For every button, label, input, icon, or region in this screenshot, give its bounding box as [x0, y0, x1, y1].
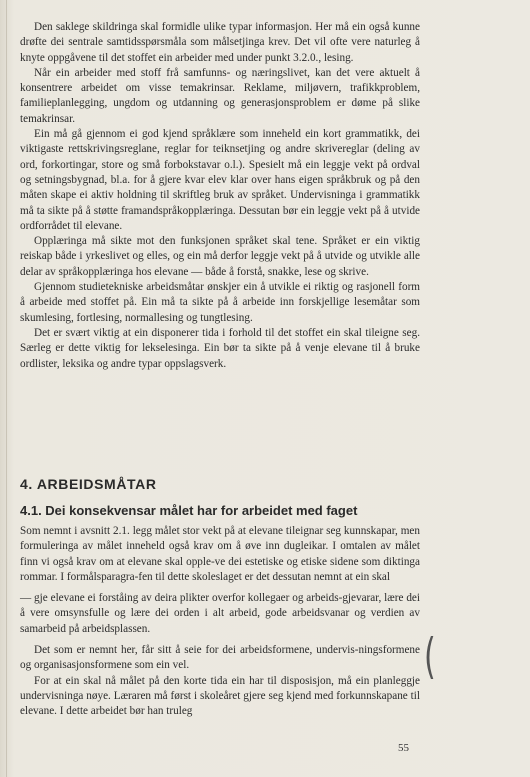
- section-heading: 4. ARBEIDSMÅTAR: [20, 476, 157, 492]
- paragraph: Når ein arbeider med stoff frå samfunns- og næringslivet, kan det vere aktuelt å konsentrere arbeidet om visse temakrinsar. Reklame, miljøvern, trafikkproblem, familieplanlegging, ungdom og utdanning og generasjonsproblem er døme på slike temakrinsar.: [20, 66, 420, 125]
- binding-gutter: [6, 0, 7, 777]
- body-text-top: [20, 20, 420, 372]
- body-text-bottom: [20, 524, 420, 720]
- paragraph: Ein må gå gjennom ei god kjend språklære som inneheld ein kort grammatikk, dei viktigaste rettskrivingsreglane, reglar for teiknsetjing og andre skrivereglar (deling av ord, forkortingar, store og små forbokstavar o.l.). Spesielt må ein leggje vekt på ordval og setningsbygnad, bl.a. for å gjere kvar elev klar over hans eigen språkbruk og på den måten skape ei aktiv holdning til skriftleg bruk av språket. Undervisninga i grammatikk må ta sikte på å støtte framandspråkopplæringa. Dessutan bør ein leggje vekt på å utvide ordforrådet til elevane.: [20, 128, 420, 232]
- paragraph: For at ein skal nå målet på den korte tida ein har til disposisjon, må ein planleggje undervisninga nøye. Læraren må først i skoleåret gjere seg kjend med forkunnskapane til elevane. I dette arbeidet bør han truleg: [20, 674, 420, 718]
- paragraph: Gjennom studietekniske arbeidsmåtar ønskjer ein å utvikle ei riktig og rasjonell form å arbeide med stoffet på. Ein må ta sikte på å arbeide inn forskjellige lesemåtar som skumlesing, fortlesing, normallesing og tungtlesing.: [20, 281, 420, 324]
- list-item: — gje elevane ei forståing av deira plikter overfor kollegaer og arbeids-gjevarar, lære dei å vere omsynsfulle og lære dei orden i alt arbeid, gode arbeidsvanar og verdien av samarbeid på arbeidsplassen.: [20, 592, 420, 635]
- margin-bracket-icon: (: [424, 629, 436, 686]
- paragraph: Det som er nemnt her, får sitt å seie for dei arbeidsformene, undervis-ningsformene og organisasjonsformene som ein vel.: [20, 644, 420, 672]
- paragraph: Som nemnt i avsnitt 2.1. legg målet stor vekt på at elevane tileignar seg kunnskapar, men formuleringa av målet inneheld også krav om å øve inn dugleikar. I omtalen av målet finn vi også krav om at elevane skal opple-ve dei estetiske og etiske sidene som diktinga rommar. I formålsparagra-fen til dette skoleslaget er det dessutan nemnt at ein skal: [20, 525, 420, 583]
- paragraph: Det er svært viktig at ein disponerer tida i forhold til det stoffet ein skal tileigne seg. Særleg er dette viktig for lekselesinga. Ein bør ta sikte på å venje elevane til å bruke ordlister, leksika og andre typar oppslagsverk.: [20, 326, 420, 370]
- page-number: 55: [398, 742, 409, 754]
- paragraph: Opplæringa må sikte mot den funksjonen språket skal tene. Språket er ein viktig reiskap både i yrkeslivet og elles, og ein må derfor leggje vekt på å utvide og utvikle alle delar av språkopplæringa hos elevane — både å forstå, snakke, lese og skrive.: [20, 235, 420, 278]
- paragraph: Den saklege skildringa skal formidle ulike typar informasjon. Her må ein også kunne drøfte dei sentrale samtidsspørsmåla som målsetjinga krev. Det vil ofte vere naturleg å knyte oppgåvene til det stoffet ein arbeider med under punkt 3.2.0., lesing.: [20, 21, 420, 64]
- subsection-heading: 4.1. Dei konsekvensar målet har for arbeidet med faget: [20, 503, 358, 518]
